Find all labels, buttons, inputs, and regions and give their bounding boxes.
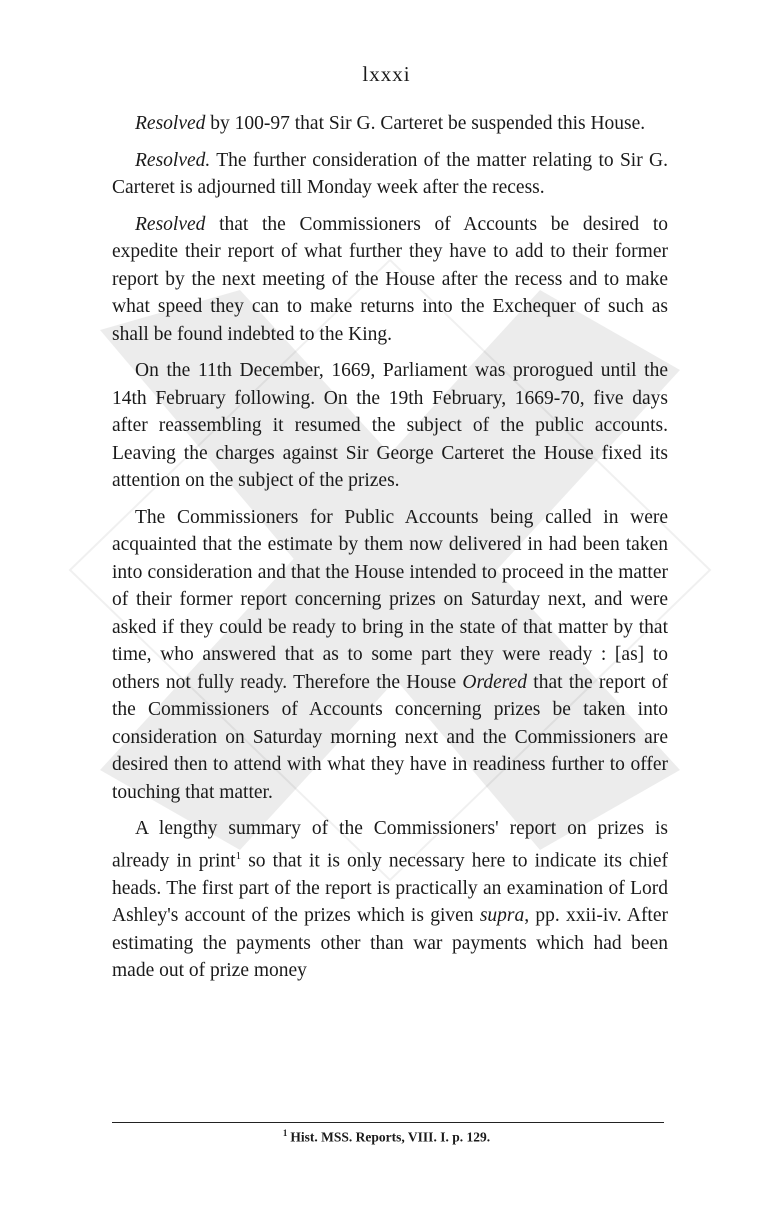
paragraph xyxy=(112,504,668,807)
paragraph xyxy=(112,815,668,985)
page-number: lxxxi xyxy=(362,62,411,86)
body-text xyxy=(112,110,668,994)
footnote xyxy=(0,1128,773,1146)
italic-run: Resolved xyxy=(135,213,206,235)
text-run: that the Commissioners of Accounts be desired to expedite their report of what further they have to add to their former report by the next meeting of the House after the recess and to make what speed they can to make returns into the Exchequer of such as shall be found indebted to the King. xyxy=(112,213,668,345)
text-run: by 100-97 that Sir G. Carteret be suspended this House. xyxy=(205,113,646,134)
footnote-marker: 1 xyxy=(282,1128,288,1138)
text-run: The Commissioners for Public Accounts being called in were acquainted that the estimate by them now delivered in had been taken into consideration and that the House intended to proceed in the matter of their former report concerning prizes on Saturday next, and were asked if they could be ready to bring in the state of that matter by that time, who answered that as to some part they were ready : [as] to others not fully ready. Therefore the House xyxy=(112,506,668,693)
text-run: so that it is only necessary here to indicate its chief heads. The first part of the report is practically an examination of Lord Ashley's account of the prizes which is given xyxy=(112,850,668,926)
footnote-reference: 1 xyxy=(235,849,242,862)
text-run: On the 11th December, 1669, Parliament was prorogued until the 14th February following. On the 19th February, 1669-70, five days after reassembling it resumed the subject of the public accounts. Leaving the charges against Sir George Carteret the House fixed its attention on the subject of the prizes. xyxy=(112,360,668,491)
text-run: that the report of the Commissioners of Accounts concerning prizes be taken into consideration on Saturday morning next and the Commissioners are desired then to attend with what they have in readiness further to offer touching that matter. xyxy=(112,671,669,803)
text-run: The further consideration of the matter relating to Sir G. Carteret is adjourned till Monday week after the recess. xyxy=(112,149,668,198)
italic-run: supra xyxy=(479,905,525,926)
italic-run: Resolved xyxy=(135,113,206,134)
paragraph xyxy=(112,110,668,138)
paragraph xyxy=(112,211,668,349)
footnote-text: Hist. MSS. Reports, VIII. I. p. 129. xyxy=(290,1129,491,1145)
paragraph xyxy=(112,357,668,495)
text-run: , pp. xxii-iv. After estimating the payments other than war payments which had been made out of prize money xyxy=(112,905,669,981)
paragraph xyxy=(112,147,668,202)
footnote-rule xyxy=(112,1122,664,1123)
italic-run: Resolved. xyxy=(135,149,211,171)
italic-run: Ordered xyxy=(462,671,528,693)
text-run: A lengthy summary of the Commissioners' report on prizes is already in print xyxy=(112,818,668,871)
